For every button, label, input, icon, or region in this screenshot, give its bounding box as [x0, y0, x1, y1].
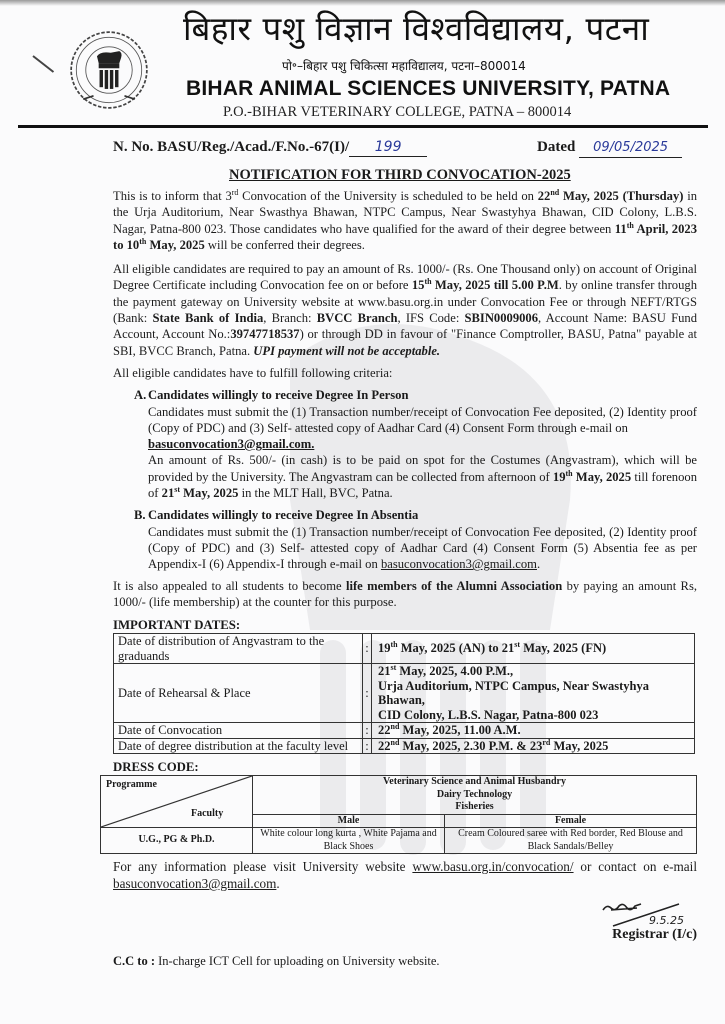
text: Urja Auditorium, NTPC Campus, Near Swastyhya Bhawan, [378, 678, 649, 708]
sup: st [514, 640, 521, 650]
text: May, 2025, 2.30 P.M. & 23 [399, 738, 543, 753]
scan-edge-shadow [0, 0, 725, 6]
text: 22 [378, 738, 391, 753]
text: CID Colony, L.B.S. Nagar, Patna-800 023 [378, 707, 599, 722]
text: ) or through DD in favour of "Finance Comptroller, BASU, Patna" payable at SBI, BVCC Branch, Patna. [113, 327, 697, 358]
notice-body [106, 187, 697, 969]
sup: nd [390, 721, 400, 731]
dress-code-heading: DRESS CODE: [113, 760, 199, 775]
criteria-body [148, 524, 697, 573]
bold-text: 21 [161, 486, 175, 501]
intro-paragraph [113, 188, 697, 253]
separator: : [363, 634, 372, 664]
criteria-label: B. [134, 508, 146, 523]
faculty-name: Fisheries [455, 801, 494, 813]
date-label: Date of Rehearsal & Place [114, 664, 363, 723]
table-row [101, 776, 697, 815]
male-header: Male [253, 814, 445, 828]
programme-label: Programme [106, 779, 157, 791]
text: . [276, 876, 280, 892]
text: An amount of Rs. 500/- (in cash) is to be paid on spot for the Costumes (Angvastram), which will be provided by the University. The Angvastram can be collected from afternoon of [148, 453, 697, 484]
text: This is to inform that 3 [113, 189, 232, 203]
bold-text: May, 2025 (Thursday) [559, 189, 684, 203]
bold-text: life members of the Alumni Association [345, 578, 563, 593]
bold-text: May, 2025 till 5.00 P.M [431, 278, 559, 293]
bold-text: May, 2025 [146, 237, 205, 252]
bold-text: 39747718537 [230, 327, 300, 342]
text: , Account Name: BASU Fund Account, Account No.: [113, 311, 697, 342]
text: Convocation of the University is scheduled to be held on [238, 189, 538, 203]
faculty-name: Veterinary Science and Animal Husbandry [383, 776, 566, 788]
text: or contact on e-mail [573, 859, 697, 875]
contact-paragraph [113, 858, 697, 892]
text: May, 2025, 4.00 P.M., [396, 664, 514, 679]
address-hindi: पो॰–बिहार पशु चिकित्सा महाविद्यालय, पटना–800014 [282, 59, 526, 73]
bold-text: May, 2025 [572, 469, 632, 484]
date-label: Date of distribution of Angvastram to the graduands [114, 634, 363, 664]
signature-date: 9.5.25 [649, 914, 684, 928]
text: 22 [378, 723, 391, 738]
female-header: Female [445, 814, 697, 828]
date-label: Date of degree distribution at the faculty level [114, 738, 363, 754]
female-dress: Cream Coloured saree with Red border, Red Blouse and Black Sandals/Belley [445, 828, 697, 854]
text: in the MLT Hall, BVC, Patna. [238, 486, 393, 501]
criteria-body [148, 404, 697, 502]
important-dates-heading: IMPORTANT DATES: [113, 618, 241, 633]
sup: nd [390, 737, 400, 747]
faculty-list [253, 776, 697, 815]
text: will be conferred their degrees. [204, 237, 365, 252]
text: May, 2025 (AN) to 21 [397, 641, 515, 656]
programme-row-label: U.G., PG & Ph.D. [101, 828, 253, 854]
male-dress: White colour long kurta , White Pajama and Black Shoes [253, 828, 445, 854]
table-row [114, 738, 695, 754]
text: May, 2025, 11.00 A.M. [399, 723, 521, 738]
header-divider [18, 125, 708, 128]
criteria-item-in-person [134, 387, 697, 501]
text: 21 [378, 664, 391, 679]
address-english: P.O.-BIHAR VETERINARY COLLEGE, PATNA – 800014 [223, 104, 572, 120]
text: till forenoon of [148, 469, 697, 501]
university-name-english: BIHAR ANIMAL SCIENCES UNIVERSITY, PATNA [186, 77, 671, 100]
table-row [114, 723, 695, 739]
sup: th [390, 640, 398, 650]
dated [537, 138, 682, 158]
sup: st [174, 484, 181, 494]
bold-text: 22 [537, 189, 551, 203]
criteria-title: Candidates willingly to receive Degree In Person [148, 388, 409, 403]
reference-number [113, 138, 427, 157]
sup: nd [550, 187, 560, 197]
table-row [101, 828, 697, 854]
notification-title: NOTIFICATION FOR THIRD CONVOCATION-2025 [229, 167, 571, 183]
sup: st [390, 662, 397, 672]
sup: th [626, 220, 634, 230]
date-value [372, 738, 695, 754]
faculty-name: Dairy Technology [436, 788, 513, 800]
date-label: Date of Convocation [114, 723, 363, 739]
text: . [536, 557, 541, 572]
email-link[interactable]: basuconvocation3@gmail.com [113, 876, 277, 892]
sup: th [565, 468, 573, 478]
payment-paragraph [113, 261, 697, 359]
table-row [114, 664, 695, 723]
text: All eligible candidates are required to pay an amount of Rs. 1000/- (Rs. One Thousand only) on account of Original Degree Certificate including Convocation fee on or before [113, 262, 697, 293]
dress-code-table [100, 775, 697, 854]
reference-number-value: 199 [349, 138, 427, 157]
signature-block [113, 896, 697, 946]
date-value [372, 723, 695, 739]
email-link[interactable]: basuconvocation3@gmail.com. [148, 437, 315, 452]
upi-warning: UPI payment will not be acceptable. [253, 343, 441, 358]
text: , IFS Code: [397, 311, 465, 326]
criteria-item-in-absentia [134, 507, 697, 572]
registrar-signature [597, 896, 707, 930]
text: It is also appealed to all students to become [113, 578, 346, 593]
text: For any information please visit University website [113, 859, 413, 875]
pen-mark [32, 55, 54, 73]
criteria-title: Candidates willingly to receive Degree In Absentia [148, 508, 419, 523]
email-link[interactable]: basuconvocation3@gmail.com [380, 557, 537, 572]
text: May, 2025 (FN) [520, 641, 607, 656]
dated-value: 09/05/2025 [579, 139, 682, 158]
bold-text: May, 2025 [180, 486, 239, 501]
website-link[interactable]: www.basu.org.in/convocation/ [412, 859, 574, 875]
date-value [372, 634, 695, 664]
sup: rd [542, 737, 551, 747]
text: by paying an amount Rs, 1000/- (life membership) at the counter for this purpose. [113, 578, 697, 609]
bold-text: State Bank of India [152, 311, 264, 326]
dated-label: Dated [537, 139, 576, 155]
text: , Branch: [263, 311, 317, 326]
criteria-intro: All eligible candidates have to fulfill following criteria: [113, 365, 393, 380]
university-logo [66, 27, 152, 113]
sup: th [424, 277, 432, 287]
sup: th [139, 236, 147, 246]
bold-text: SBIN0009006 [464, 311, 539, 326]
text: Candidates must submit the (1) Transaction number/receipt of Convocation Fee deposited, (2) Identity proof (Copy of PDC) and (3) Self- attested copy of Aadhar Card (4) Consent Form through e-mail on [148, 404, 697, 435]
bold-text: April, 2023 to 10 [113, 221, 697, 252]
text: in the Urja Auditorium, Near Swasthya Bhawan, NTPC Campus, Near Swastyhya Bhawan, CID Colony, L.B.S. Nagar, Patna-800 023. Those candidates who have qualified for the award of their degree between [113, 189, 697, 236]
alumni-paragraph [113, 578, 697, 611]
cc-text: In-charge ICT Cell for uploading on University website. [155, 954, 440, 969]
signatory: Registrar (I/c) [612, 927, 697, 943]
separator: : [363, 664, 372, 723]
separator: : [363, 738, 372, 754]
cc-label: C.C to : [113, 954, 156, 969]
date-value [372, 664, 695, 723]
sup: rd [231, 187, 239, 197]
copy-to [113, 954, 697, 969]
bold-text: 19 [552, 469, 566, 484]
reference-label: N. No. BASU/Reg./Acad./F.No.-67(I)/ [113, 139, 350, 155]
criteria-label: A. [134, 388, 147, 403]
table-row [114, 634, 695, 664]
text: 19 [378, 641, 391, 656]
important-dates-table [113, 633, 695, 754]
faculty-label: Faculty [191, 808, 224, 820]
text: Candidates must submit the (1) Transaction number/receipt of Convocation Fee deposited, (2) Identity proof (Copy of PDC) and (3) Self- attested copy of Aadhar Card (4) Consent Form (5) Absentia fee as per Appendix-I (6) Appendix-I through e-mail on [148, 524, 697, 572]
separator: : [363, 723, 372, 739]
bold-text: 11 [614, 221, 627, 236]
university-name-hindi: बिहार पशु विज्ञान विश्वविद्यालय, पटना [183, 9, 650, 48]
text: May, 2025 [550, 738, 609, 753]
programme-faculty-header [101, 776, 253, 828]
bold-text: 15 [411, 278, 425, 293]
text: . by online transfer through the payment gateway on University website at www.basu.org.in under Convocation Fee or through NEFT/RTGS (Bank: [113, 278, 697, 326]
bold-text: BVCC Branch [316, 311, 398, 326]
